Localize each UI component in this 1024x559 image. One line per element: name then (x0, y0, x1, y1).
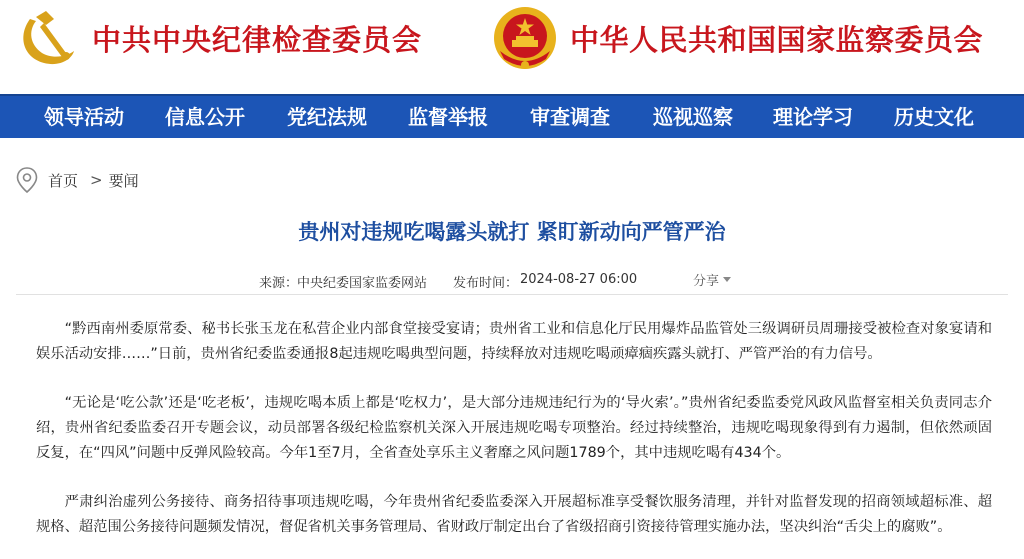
breadcrumb-home-link[interactable]: 首页 (48, 171, 79, 190)
source-label: 来源： (259, 276, 299, 291)
nav-item-history[interactable]: 历史文化 (894, 105, 974, 129)
main-nav (0, 94, 1024, 138)
source-value: 中央纪委国家监委网站 (297, 276, 428, 291)
publish-time-label: 发布时间： (453, 276, 519, 291)
share-label: 分享 (693, 274, 720, 289)
nav-item-report[interactable]: 监督举报 (408, 105, 488, 129)
meta-divider (16, 294, 1008, 295)
article-paragraph: “无论是‘吃公款’还是‘吃老板’，违规吃喝本质上都是‘吃权力’，是大部分违规违纪行为的‘导火索’。”贵州省纪委监委党风政风监督室相关负责同志介绍，贵州省纪委监委召开专题会议，动员部署各级纪检监察机关深入开展违规吃喝专项整治。经过持续整治，违规吃喝现象得到有力遏制，但依然顽固反复，在“四风”问题中反弹风险较高。今年1至7月，全省查处享乐主义奢靡之风问题1789个，其中违规吃喝有434个。 (36, 395, 992, 461)
nav-item-inspection[interactable]: 巡视巡察 (653, 105, 733, 129)
location-pin-icon (16, 167, 38, 193)
hammer-sickle-icon (16, 7, 78, 69)
article-title: 贵州对违规吃喝露头就打 紧盯新动向严管严治 (298, 220, 726, 244)
breadcrumb-separator: > (90, 171, 103, 189)
article-meta (0, 270, 1024, 290)
chevron-down-icon (723, 277, 731, 282)
nav-item-regulations[interactable]: 党纪法规 (287, 105, 367, 129)
nav-item-theory[interactable]: 理论学习 (773, 105, 853, 129)
breadcrumb-current-link[interactable]: 要闻 (108, 171, 139, 190)
cpc-commission-title: 中共中央纪律检查委员会 (92, 23, 423, 57)
national-emblem-icon (492, 5, 558, 71)
nav-item-leadership[interactable]: 领导活动 (44, 105, 124, 129)
publish-time-value: 2024-08-27 06:00 (520, 272, 638, 287)
nav-item-disclosure[interactable]: 信息公开 (165, 105, 245, 129)
article-paragraph: 严肃纠治虚列公务接待、商务招待事项违规吃喝，今年贵州省纪委监委深入开展超标准享受餐饮服务清理，并针对监督发现的招商领域超标准、超规格、超范围公务接待问题频发情况，督促省机关事务管理局、省财政厅制定出台了省级招商引资接待管理实施办法，坚决纠治“舌尖上的腐败”。 (36, 494, 992, 535)
breadcrumb (16, 165, 139, 195)
article-paragraph: “黔西南州委原常委、秘书长张玉龙在私营企业内部食堂接受宴请；贵州省工业和信息化厅民用爆炸品监管处三级调研员周珊接受被检查对象宴请和娱乐活动安排……”日前，贵州省纪委监委通报8起违规吃喝典型问题，持续释放对违规吃喝顽瘴痼疾露头就打、严管严治的有力信号。 (36, 321, 992, 362)
share-button[interactable] (693, 270, 731, 289)
nav-item-investigation[interactable]: 审查调查 (530, 105, 610, 129)
national-supervisory-commission-title: 中华人民共和国国家监察委员会 (570, 23, 984, 57)
site-header (0, 0, 1024, 94)
